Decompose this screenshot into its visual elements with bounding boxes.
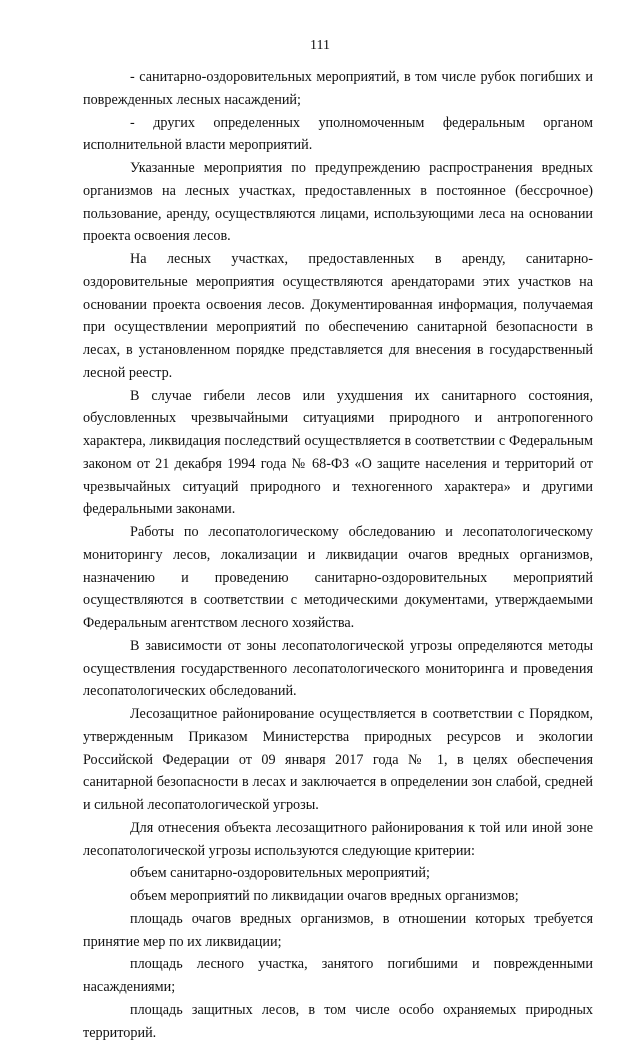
paragraph: Лесозащитное районирование осуществляется в соответствии с Порядком, утвержденным Приказом Министерства природных ресурсов и экологии Российской Федерации от 09 января 2017 года № 1, в целях обеспечения санитарной безопасности в лесах и заключается в определении зон слабой, средней и сильной лесопатологической угрозы. [83,706,593,813]
paragraph: Указанные мероприятия по предупреждению распространения вредных организмов на лесных участках, предоставленных в постоянное (бессрочное) пользование, аренду, осуществляются лицами, использующими леса на основании проекта освоения лесов. [83,160,593,245]
paragraph: Для отнесения объекта лесозащитного районирования к той или иной зоне лесопатологической угрозы используются следующие критерии: [83,819,593,859]
criteria-item: площадь защитных лесов, в том числе особо охраняемых природных территорий. [83,1001,593,1041]
paragraph: На лесных участках, предоставленных в аренду, санитарно-оздоровительные мероприятия осуществляются арендаторами этих участков на основании проекта освоения лесов. Документированная информация, получаемая при осуществлении мероприятий по обеспечению санитарной безопасности в лесах, в установленном порядке представляется для внесения в государственный лесной реестр. [83,251,593,381]
page-number: 111 [310,38,330,53]
criteria-item: объем санитарно-оздоровительных мероприятий; [130,865,430,882]
paragraph: - санитарно-оздоровительных мероприятий, в том числе рубок погибших и поврежденных лесных насаждений; [83,69,593,108]
paragraph: - других определенных уполномоченным федеральным органом исполнительной власти мероприятий. [83,114,593,154]
criteria-item: площадь очагов вредных организмов, в отношении которых требуется принятие мер по их ликвидации; [83,910,593,950]
paragraph: В случае гибели лесов или ухудшения их санитарного состояния, обусловленных чрезвычайными ситуациями природного и антропогенного характера, ликвидация последствий осуществляется в соответствии с Федеральным законом от 21 декабря 1994 года № 68-ФЗ «О защите населения и территорий от чрезвычайных ситуаций природного и техногенного характера» и другими федеральными законами. [83,387,593,518]
criteria-item: площадь лесного участка, занятого погибшими и поврежденными насаждениями; [83,956,593,995]
paragraph: В зависимости от зоны лесопатологической угрозы определяются методы осуществления государственного лесопатологического мониторинга и проведения лесопатологических обследований. [83,637,593,700]
criteria-item: объем мероприятий по ликвидации очагов вредных организмов; [130,888,519,904]
paragraph: Работы по лесопатологическому обследованию и лесопатологическому мониторингу лесов, локализации и ликвидации очагов вредных организмов, назначению и проведению санитарно-оздоровительных мероприятий осуществляются в соответствии с методическими документами, утверждаемыми Федеральным агентством лесного хозяйства. [83,524,593,631]
body-text [83,66,593,1044]
